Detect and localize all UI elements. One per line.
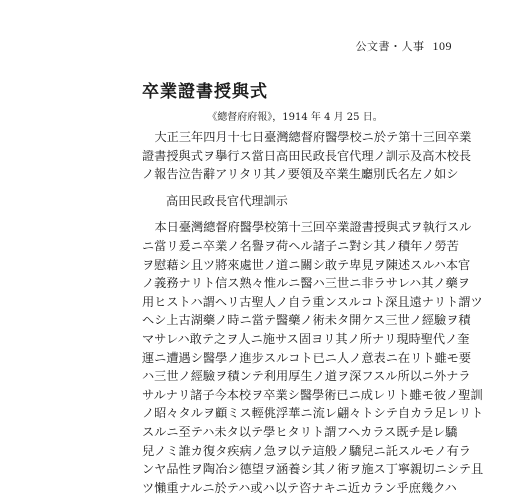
text-line: 兒ノミ誰カ復タ疾病ノ急ヲ以テ這般ノ驕兒ニ託スルモノ有ラ — [142, 443, 471, 458]
text-line: 本日臺灣總督府醫學校第十三回卒業證書授與式ヲ執行スル — [154, 220, 472, 235]
text-line: ニ當リ爰ニ卒業ノ名譽ヲ荷ヘル諸子ニ對シ其ノ積年ノ勞苦 — [142, 238, 459, 253]
text-line: ンヤ品性ヲ陶冶シ德望ヲ涵養シ其ノ術ヲ施ス丁寧親切ニシテ且 — [142, 462, 484, 477]
text-line: ツ懶重ナルニ於テハ或ハ以テ咨ナキニ近カラン乎庶幾クハ — [142, 480, 457, 495]
source-citation: 《總督府府報》，1914 年 4 月 25 日。 — [207, 112, 383, 123]
sub-heading — [142, 192, 448, 211]
document-body — [142, 128, 484, 497]
text-line: ノ報告泣告辭アリタリ其ノ要領及卒業生廳別氏名左ノ如シ — [142, 167, 459, 182]
text-line: サルナリ諸子今本校ヲ卒業シ醫學術已ニ成レリト雖モ彼ノ聖訓 — [142, 387, 483, 402]
page-number: 109 — [432, 39, 452, 53]
text-line: 運ニ遭遇シ醫學ノ進步スルコト已ニ人ノ意表ニ在リト雖モ要 — [142, 350, 472, 365]
text-line: スルニ至テハ未タ以テ學ヒタリト謂フヘカラス既チ是レ驕 — [142, 424, 458, 439]
text-line: ハ三世ノ經驗ヲ積ンテ利用厚生ノ道ヲ深フスル所以ニ外ナラ — [142, 369, 471, 384]
document-title: 卒業證書授與式 — [142, 82, 268, 102]
text-line: ノ義務ナリト信ス熟々惟ルニ醫ハ三世ニ非ラサレハ其ノ藥ヲ — [142, 276, 470, 291]
text-line: ノ昭々タルヲ顧ミス輕佻浮華ニ流レ翩々トシテ自カラ足レリト — [142, 406, 484, 421]
running-head-text: 公文書・人事 — [355, 40, 425, 53]
text-line: 證書授與式ヲ擧行ス當日高田民政長官代理ノ訓示及高木校長 — [142, 148, 472, 163]
paragraph-ceremony-report — [142, 128, 472, 184]
paragraph-instruction — [142, 218, 484, 497]
text-line: ヘシ上古湖藥ノ時ニ當テ醫藥ノ術未タ開ケス三世ノ經驗ヲ積 — [142, 313, 471, 328]
text-line: ヲ慰藉シ且ツ將來處世ノ道ニ關シ敢テ卑見ヲ陳述スルハ本官 — [142, 257, 471, 272]
sub-heading-text: 高田民政長官代理訓示 — [166, 193, 288, 208]
text-line: 用ヒストハ謂ヘリ古聖人ノ自ラ重ンスルコト深且遠ナリト謂ツ — [142, 294, 483, 309]
text-line: 大正三年四月十七日臺灣總督府醫學校ニ於テ第十三回卒業 — [154, 130, 472, 144]
text-line: マサレハ敢テ之ヲ人ニ施サス固ヨリ其ノ所ナリ現時聖代ノ奎 — [142, 331, 470, 346]
running-head — [356, 38, 453, 54]
